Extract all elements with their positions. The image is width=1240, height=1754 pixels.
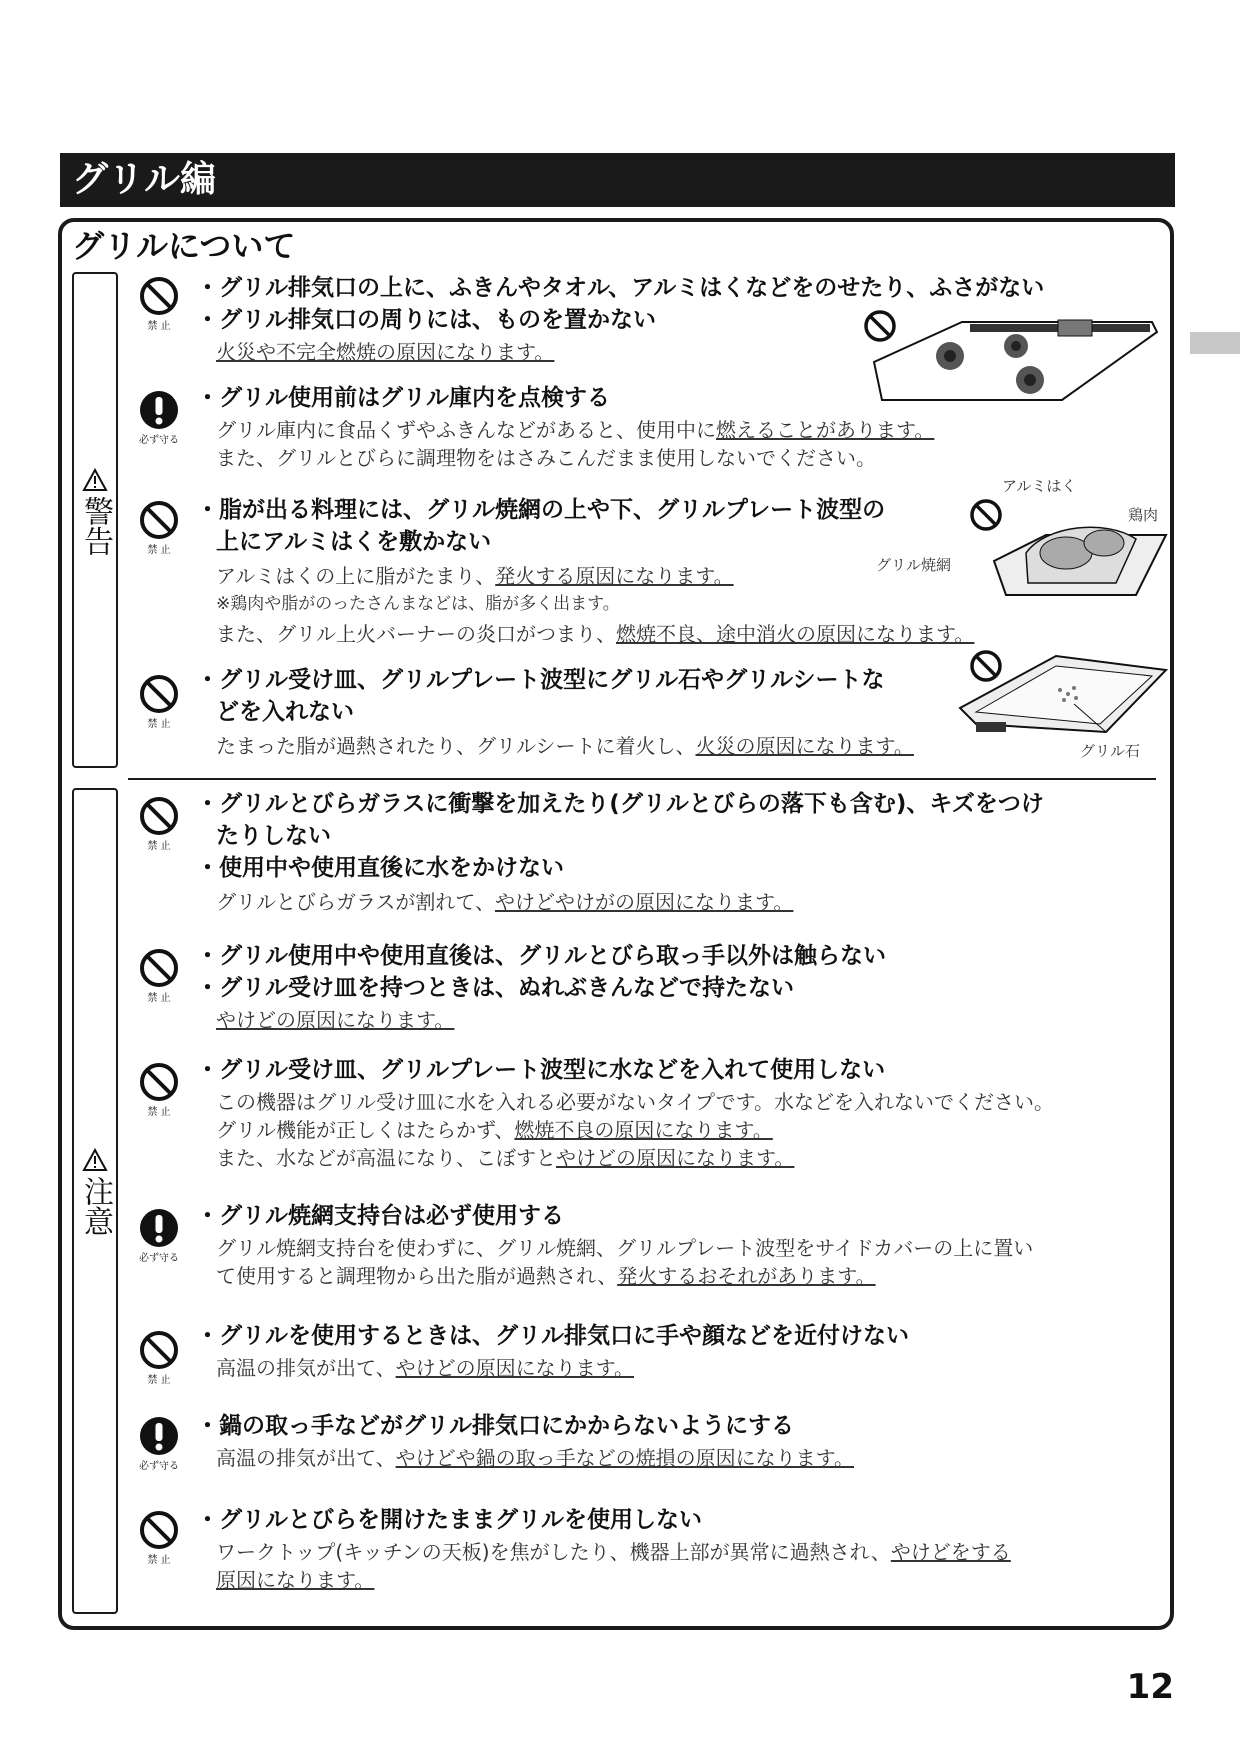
reason-text: て使用すると調理物から出た脂が過熱され、	[216, 1264, 618, 1288]
rule-text: ・グリル受け皿、グリルプレート波型に水などを入れて使用しない	[196, 1057, 886, 1083]
reason-text: また、水などが高温になり、こぼすと	[216, 1146, 556, 1170]
page-title: グリル編	[72, 159, 217, 200]
rule-text: ・グリルとびらを開けたままグリルを使用しない	[196, 1507, 702, 1533]
page-number: 12	[1126, 1667, 1174, 1707]
prohibit-icon: 禁 止	[136, 674, 182, 731]
section-divider	[128, 778, 1156, 780]
prohibit-icon	[972, 501, 1000, 529]
rule-text: ・使用中や使用直後に水をかけない	[196, 855, 564, 881]
prohibit-icon: 禁 止	[136, 1510, 182, 1567]
caution-item-1	[130, 788, 1160, 918]
caution-item-2	[130, 940, 1160, 1040]
reason-text: グリル焼網支持台を使わずに、グリル焼網、グリルプレート波型をサイドカバーの上に置い	[216, 1236, 1034, 1260]
caution-item-7	[130, 1504, 1160, 1604]
rule-text: 上にアルミはくを敷かない	[216, 529, 492, 555]
rule-text: たりしない	[216, 823, 331, 849]
stone-label: グリル石	[1080, 742, 1141, 760]
side-index-tab	[1190, 332, 1240, 354]
caution-category-label	[72, 1148, 118, 1244]
foil-label: アルミはく	[1002, 477, 1077, 495]
caution-item-4	[130, 1200, 1160, 1300]
reason-text: グリル機能が正しくはたらかず、	[216, 1118, 515, 1142]
rule-text: ・グリルを使用するときは、グリル排気口に手や顔などを近付けない	[196, 1323, 909, 1349]
rule-text: ・グリル排気口の周りには、ものを置かない	[196, 307, 656, 333]
reason-text: グリルとびらガラスが割れて、	[216, 890, 495, 914]
rule-text: ・グリル受け皿を持つときは、ぬれぶきんなどで持たない	[196, 975, 794, 1001]
reason-emphasis: 原因になります。	[216, 1568, 375, 1592]
rule-text: ・グリル受け皿、グリルプレート波型にグリル石やグリルシートな	[196, 667, 885, 693]
prohibit-icon: 禁 止	[136, 948, 182, 1005]
rule-text: ・グリル使用前はグリル庫内を点検する	[196, 385, 610, 411]
warning-text: 警告	[78, 496, 113, 556]
reason-emphasis: やけどをする	[890, 1540, 1011, 1564]
reason-text: ワークトップ(キッチンの天板)を焦がしたり、機器上部が異常に過熱され、	[216, 1540, 891, 1564]
caution-text: 注意	[78, 1176, 113, 1236]
caution-item-5	[130, 1320, 1160, 1400]
rule-text: ・鍋の取っ手などがグリル排気口にかからないようにする	[196, 1413, 794, 1439]
section-title: グリルについて	[72, 227, 296, 265]
reason-text: また、グリルとびらに調理物をはさみこんだまま使用しないでください。	[216, 446, 876, 470]
warning-item-2	[130, 382, 1160, 472]
caution-item-3	[130, 1054, 1160, 1184]
reason-text: 高温の排気が出て、	[216, 1356, 396, 1380]
rule-text: ・グリルとびらガラスに衝撃を加えたり(グリルとびらの落下も含む)、キズをつけ	[196, 791, 1044, 817]
reason-emphasis: 火災の原因になります。	[695, 734, 914, 758]
reason-emphasis: やけどやけがの原因になります。	[495, 890, 794, 914]
warning-triangle-icon	[82, 468, 108, 492]
prohibit-icon: 禁 止	[136, 1062, 182, 1119]
caution-triangle-icon	[82, 1148, 108, 1172]
reason-emphasis: やけどの原因になります。	[395, 1356, 635, 1380]
note-text: ※鶏肉や脂がのったさんまなどは、脂が多く出ます。	[216, 594, 620, 614]
grate-label: グリル焼網	[876, 556, 952, 574]
rule-text: ・グリル排気口の上に、ふきんやタオル、アルミはくなどをのせたり、ふさがない	[196, 275, 1045, 301]
rule-text: ・グリル使用中や使用直後は、グリルとびら取っ手以外は触らない	[196, 943, 886, 969]
prohibit-icon: 禁 止	[136, 796, 182, 853]
reason-text: グリル庫内に食品くずやふきんなどがあると、使用中に	[216, 418, 716, 442]
rule-text: どを入れない	[216, 699, 354, 725]
reason-emphasis: 発火する原因になります。	[495, 564, 734, 588]
reason-text: また、グリル上火バーナーの炎口がつまり、	[216, 622, 616, 646]
warning-category-label	[72, 468, 118, 564]
reason-emphasis: 燃焼不良、途中消火の原因になります。	[616, 622, 975, 646]
mandatory-icon: 必ず守る	[136, 1416, 182, 1473]
reason-text: 火災や不完全燃焼の原因になります。	[216, 340, 555, 364]
chicken-label: 鶏肉	[1128, 506, 1159, 524]
reason-emphasis: 燃えることがあります。	[716, 418, 935, 442]
rule-text: ・グリル焼網支持台は必ず使用する	[196, 1203, 564, 1229]
reason-emphasis: やけどの原因になります。	[216, 1008, 455, 1032]
reason-text: たまった脂が過熱されたり、グリルシートに着火し、	[216, 734, 696, 758]
prohibit-icon	[972, 652, 1000, 680]
section-header-bar	[60, 153, 1175, 207]
reason-emphasis: やけどや鍋の取っ手などの焼損の原因になります。	[395, 1446, 855, 1470]
prohibit-icon: 禁 止	[136, 276, 182, 333]
mandatory-icon: 必ず守る	[136, 1208, 182, 1265]
prohibit-icon: 禁 止	[136, 1330, 182, 1387]
prohibit-icon: 禁 止	[136, 500, 182, 557]
reason-text: アルミはくの上に脂がたまり、	[216, 564, 496, 588]
reason-emphasis: 燃焼不良の原因になります。	[514, 1118, 773, 1142]
rule-text: ・脂が出る料理には、グリル焼網の上や下、グリルプレート波型の	[196, 497, 886, 523]
prohibit-icon	[866, 312, 894, 340]
reason-text: この機器はグリル受け皿に水を入れる必要がないタイプです。水などを入れないでください。	[216, 1090, 1054, 1114]
reason-emphasis: 発火するおそれがあります。	[617, 1264, 876, 1288]
mandatory-icon: 必ず守る	[136, 390, 182, 447]
reason-text: 高温の排気が出て、	[216, 1446, 396, 1470]
caution-item-6	[130, 1410, 1160, 1490]
reason-emphasis: やけどの原因になります。	[556, 1146, 795, 1170]
